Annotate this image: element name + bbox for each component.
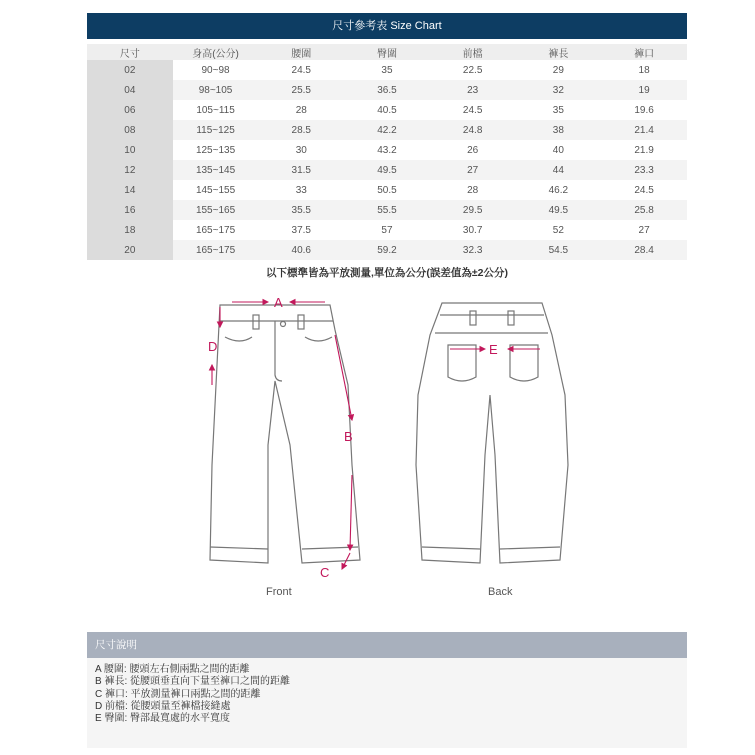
table-cell: 57	[344, 220, 430, 240]
table-cell: 33	[258, 180, 344, 200]
legend-title: 尺寸說明	[87, 632, 687, 658]
table-row	[87, 180, 687, 200]
mark-b: B	[344, 429, 353, 444]
table-cell: 49.5	[344, 160, 430, 180]
legend-line-d: D 前檔: 從腰頭量至褲檔接縫處	[95, 700, 231, 712]
size-cell: 12	[87, 160, 173, 180]
table-cell: 52	[516, 220, 602, 240]
table-cell: 115~125	[173, 120, 259, 140]
table-cell: 125~135	[173, 140, 259, 160]
table-cell: 29	[516, 60, 602, 80]
table-row	[87, 160, 687, 180]
mark-d: D	[208, 339, 218, 354]
legend-body	[87, 658, 687, 748]
table-row	[87, 200, 687, 220]
table-cell: 23	[430, 80, 516, 100]
size-chart-title: 尺寸參考表 Size Chart	[87, 13, 687, 39]
table-cell: 38	[516, 120, 602, 140]
measurement-note: 以下標準皆為平放測量,單位為公分(誤差值為±2公分)	[265, 267, 508, 279]
table-cell: 135~145	[173, 160, 259, 180]
table-cell: 40.6	[258, 240, 344, 260]
table-row	[87, 120, 687, 140]
size-cell: 20	[87, 240, 173, 260]
table-cell: 29.5	[430, 200, 516, 220]
front-label: Front	[266, 586, 292, 598]
table-row	[87, 240, 687, 260]
col-leg-opening: 褲口	[601, 44, 687, 60]
table-cell: 30.7	[430, 220, 516, 240]
col-front-rise: 前檔	[430, 44, 516, 60]
table-row	[87, 100, 687, 120]
table-cell: 31.5	[258, 160, 344, 180]
table-cell: 32	[516, 80, 602, 100]
table-cell: 54.5	[516, 240, 602, 260]
table-row	[87, 140, 687, 160]
legend-line-b: B 褲長: 從腰頭垂直向下量至褲口之間的距離	[95, 676, 291, 688]
table-cell: 44	[516, 160, 602, 180]
table-cell: 28.5	[258, 120, 344, 140]
table-cell: 155~165	[173, 200, 259, 220]
table-cell: 90~98	[173, 60, 259, 80]
table-cell: 40	[516, 140, 602, 160]
table-cell: 22.5	[430, 60, 516, 80]
table-cell: 21.9	[601, 140, 687, 160]
table-cell: 46.2	[516, 180, 602, 200]
table-row	[87, 220, 687, 240]
table-cell: 28	[430, 180, 516, 200]
col-waist: 腰圍	[258, 44, 344, 60]
size-cell: 02	[87, 60, 173, 80]
table-cell: 30	[258, 140, 344, 160]
table-cell: 49.5	[516, 200, 602, 220]
table-cell: 165~175	[173, 240, 259, 260]
table-cell: 43.2	[344, 140, 430, 160]
size-cell: 18	[87, 220, 173, 240]
table-cell: 145~155	[173, 180, 259, 200]
table-cell: 25.5	[258, 80, 344, 100]
table-cell: 24.5	[601, 180, 687, 200]
table-cell: 19	[601, 80, 687, 100]
table-cell: 35	[344, 60, 430, 80]
mark-e: E	[489, 342, 498, 357]
table-cell: 24.5	[258, 60, 344, 80]
table-header-row	[87, 44, 687, 60]
table-cell: 55.5	[344, 200, 430, 220]
table-cell: 28.4	[601, 240, 687, 260]
table-cell: 23.3	[601, 160, 687, 180]
legend-line-e: E 臀圍: 臀部最寬處的水平寬度	[95, 713, 231, 725]
legend-line-a: A 腰圍: 腰頭左右側兩點之間的距離	[95, 664, 250, 675]
size-cell: 04	[87, 80, 173, 100]
table-cell: 42.2	[344, 120, 430, 140]
mark-c: C	[320, 565, 330, 580]
table-row	[87, 80, 687, 100]
front-pants-drawing	[210, 305, 360, 563]
col-size: 尺寸	[87, 44, 173, 60]
table-cell: 26	[430, 140, 516, 160]
table-cell: 40.5	[344, 100, 430, 120]
pants-diagram	[190, 285, 590, 605]
size-cell: 08	[87, 120, 173, 140]
table-cell: 59.2	[344, 240, 430, 260]
table-cell: 35.5	[258, 200, 344, 220]
table-cell: 18	[601, 60, 687, 80]
table-cell: 24.8	[430, 120, 516, 140]
col-length: 褲長	[516, 44, 602, 60]
table-cell: 32.3	[430, 240, 516, 260]
back-label: Back	[488, 586, 513, 598]
mark-a: A	[274, 295, 283, 310]
table-cell: 28	[258, 100, 344, 120]
table-cell: 21.4	[601, 120, 687, 140]
table-cell: 105~115	[173, 100, 259, 120]
table-cell: 35	[516, 100, 602, 120]
table-cell: 36.5	[344, 80, 430, 100]
table-row	[87, 60, 687, 80]
size-cell: 16	[87, 200, 173, 220]
legend-line-c: C 褲口: 平放測量褲口兩點之間的距離	[95, 688, 261, 700]
size-cell: 14	[87, 180, 173, 200]
table-cell: 165~175	[173, 220, 259, 240]
table-cell: 27	[430, 160, 516, 180]
table-cell: 27	[601, 220, 687, 240]
table-cell: 19.6	[601, 100, 687, 120]
col-hip: 臀圍	[344, 44, 430, 60]
size-cell: 10	[87, 140, 173, 160]
size-cell: 06	[87, 100, 173, 120]
table-cell: 37.5	[258, 220, 344, 240]
table-cell: 98~105	[173, 80, 259, 100]
table-cell: 24.5	[430, 100, 516, 120]
table-cell: 25.8	[601, 200, 687, 220]
col-height: 身高(公分)	[173, 44, 259, 60]
table-cell: 50.5	[344, 180, 430, 200]
size-table	[87, 44, 687, 260]
